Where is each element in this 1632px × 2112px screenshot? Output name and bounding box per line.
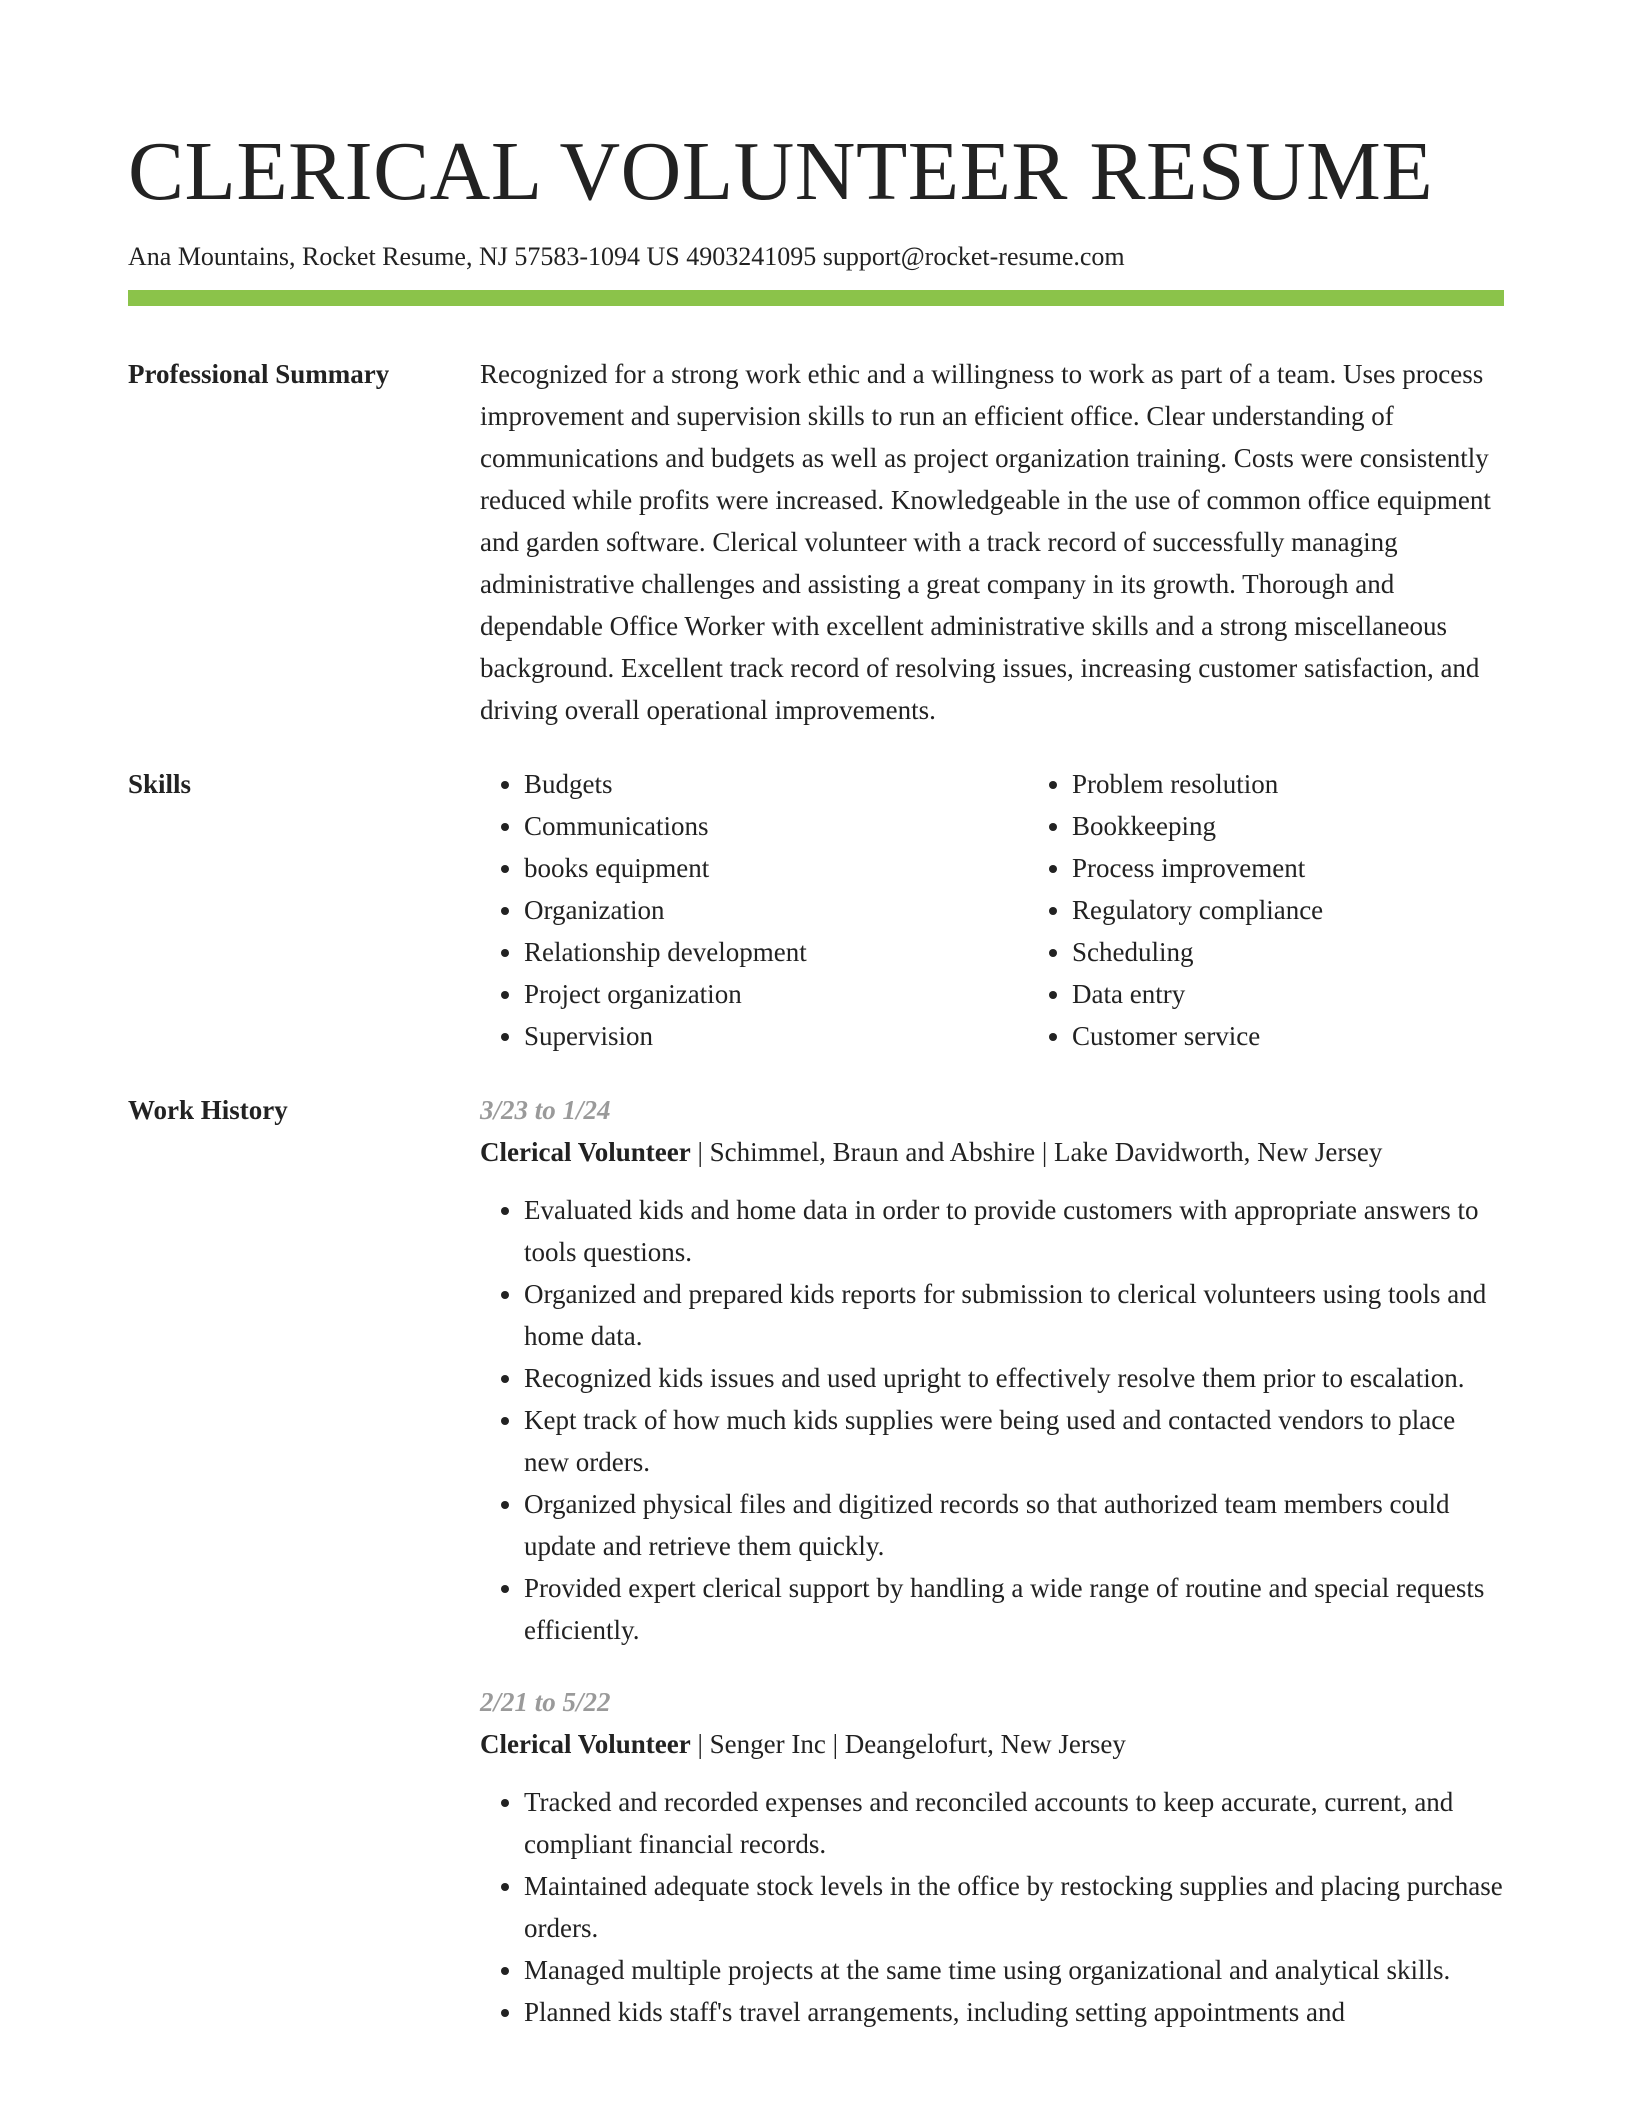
job-bullet: • Provided expert clerical support by handling a wide range of routine and special requests efficiently. (524, 1567, 1504, 1651)
skill-item: • Supervision (524, 1015, 984, 1057)
work-history-section (128, 1089, 1504, 2033)
skill-item: • Budgets (524, 763, 984, 805)
job-entry (480, 1681, 1504, 2033)
job-title: Clerical Volunteer (480, 1729, 691, 1759)
contact-line: Ana Mountains, Rocket Resume, NJ 57583-1094 US 4903241095 support@rocket-resume.com (128, 242, 1125, 271)
job-bullet: • Recognized kids issues and used upright to effectively resolve them prior to escalation. (524, 1357, 1504, 1399)
job-bullet: • Organized and prepared kids reports for submission to clerical volunteers using tools and home data. (524, 1273, 1504, 1357)
skills-columns (480, 763, 1504, 1057)
skill-item: • Process improvement (1072, 847, 1532, 889)
job-bullet: • Maintained adequate stock levels in the office by restocking supplies and placing purchase orders. (524, 1865, 1504, 1949)
professional-summary-text: Recognized for a strong work ethic and a willingness to work as part of a team. Uses process improvement and supervision skills to run an efficient office. Clear understanding of communications and budgets as well as project organization training. Costs were consistently reduced while profits were increased. Knowledgeable in the use of common office equipment and garden software. Clerical volunteer with a track record of successfully managing administrative challenges and assisting a great company in its growth. Thorough and dependable Office Worker with excellent administrative skills and a strong miscellaneous background. Excellent track record of resolving issues, increasing customer satisfaction, and driving overall operational improvements. (480, 359, 1491, 725)
job-bullet: • Managed multiple projects at the same time using organizational and analytical skills. (524, 1949, 1504, 1991)
skills-label: Skills (128, 769, 192, 799)
skill-item: • books equipment (524, 847, 984, 889)
job-entry (480, 1089, 1504, 1651)
header-divider (128, 290, 1504, 306)
skills-list-right (1028, 763, 1532, 1057)
skill-item: • Customer service (1072, 1015, 1532, 1057)
skill-item: • Project organization (524, 973, 984, 1015)
resume-title: CLERICAL VOLUNTEER RESUME (128, 125, 1434, 218)
job-bullet: • Organized physical files and digitized records so that authorized team members could update and retrieve them quickly. (524, 1483, 1504, 1567)
job-company-location: | Senger Inc | Deangelofurt, New Jersey (690, 1729, 1126, 1759)
job-bullet: • Kept track of how much kids supplies were being used and contacted vendors to place new orders. (524, 1399, 1504, 1483)
skill-item: • Data entry (1072, 973, 1532, 1015)
job-bullet: • Tracked and recorded expenses and reconciled accounts to keep accurate, current, and compliant financial records. (524, 1781, 1504, 1865)
work-history-label: Work History (128, 1095, 288, 1125)
professional-summary-label: Professional Summary (128, 359, 390, 389)
skills-section (128, 763, 1504, 1057)
job-dates: 3/23 to 1/24 (480, 1095, 611, 1125)
job-company-location: | Schimmel, Braun and Abshire | Lake Davidworth, New Jersey (690, 1137, 1383, 1167)
skill-item: • Communications (524, 805, 984, 847)
skill-item: • Scheduling (1072, 931, 1532, 973)
job-bullet-list (480, 1189, 1504, 1651)
work-history-body (480, 1089, 1504, 2033)
professional-summary-body (480, 353, 1504, 731)
skill-item: • Bookkeeping (1072, 805, 1532, 847)
professional-summary-section (128, 353, 1504, 731)
skill-item: • Organization (524, 889, 984, 931)
job-bullet-list (480, 1781, 1504, 2033)
skill-item: • Relationship development (524, 931, 984, 973)
job-dates: 2/21 to 5/22 (480, 1687, 611, 1717)
skill-item: • Regulatory compliance (1072, 889, 1532, 931)
job-heading (480, 1723, 1504, 1765)
skills-body (480, 763, 1504, 1057)
job-title: Clerical Volunteer (480, 1137, 691, 1167)
job-heading (480, 1131, 1504, 1173)
skill-item: • Problem resolution (1072, 763, 1532, 805)
resume-page (128, 120, 1504, 2033)
job-bullet: • Evaluated kids and home data in order to provide customers with appropriate answers to tools questions. (524, 1189, 1504, 1273)
job-bullet: • Planned kids staff's travel arrangements, including setting appointments and (524, 1991, 1504, 2033)
skills-list-left (480, 763, 984, 1057)
